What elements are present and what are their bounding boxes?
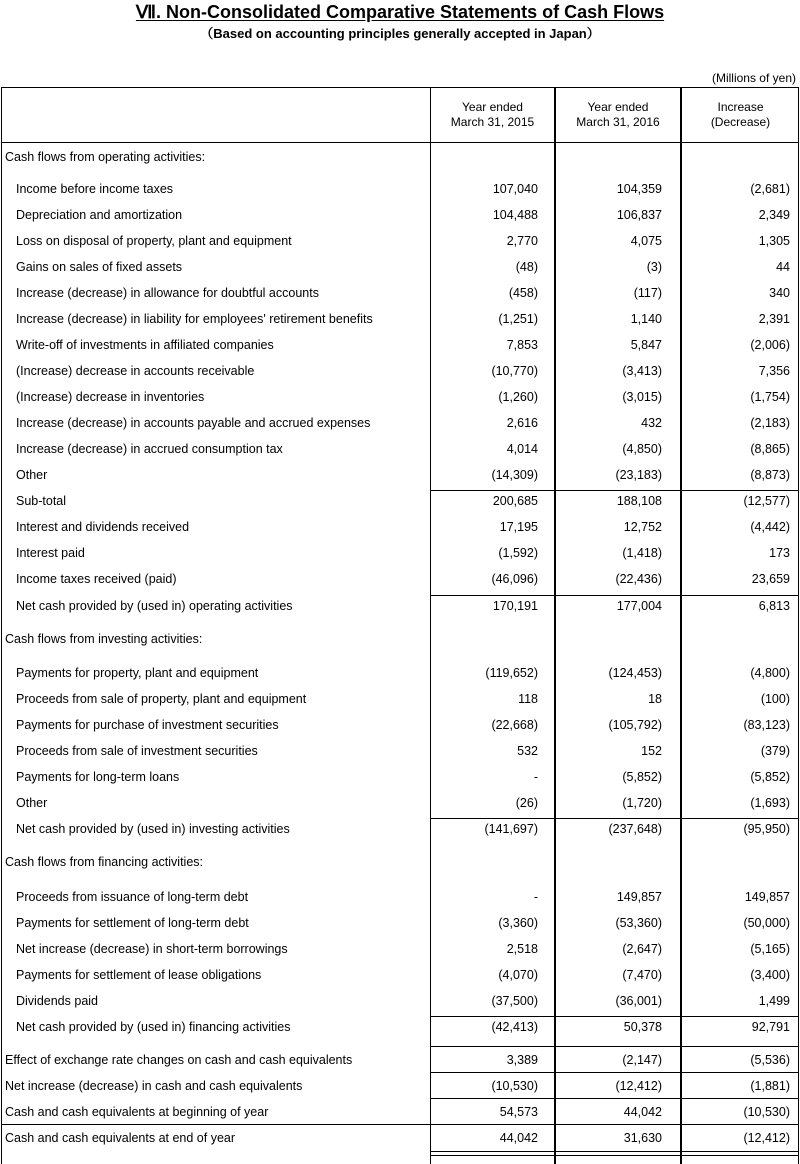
value-change: (12,412) xyxy=(743,1131,790,1145)
table-row xyxy=(0,466,800,484)
value-change: (1,693) xyxy=(750,796,790,810)
table-row xyxy=(0,794,800,812)
table-row xyxy=(0,992,800,1010)
value-change: 149,857 xyxy=(744,890,790,904)
table-row xyxy=(0,258,800,276)
row-label: Proceeds from sale of investment securities xyxy=(16,744,258,758)
value-2016: 106,837 xyxy=(616,208,662,222)
value-change: (3,400) xyxy=(750,968,790,982)
value-2015: (10,770) xyxy=(491,364,538,378)
table-row xyxy=(0,940,800,958)
table-row xyxy=(0,1129,800,1147)
value-change: (5,852) xyxy=(750,770,790,784)
column-header-change xyxy=(682,100,799,130)
row-label: Other xyxy=(16,468,48,482)
value-change: 44 xyxy=(776,260,790,274)
column-header-line: Year ended xyxy=(587,100,649,114)
value-change: (2,006) xyxy=(750,338,790,352)
table-row xyxy=(0,544,800,562)
row-label: Proceeds from sale of property, plant and equipment xyxy=(16,692,307,706)
value-2015: (48) xyxy=(515,260,538,274)
value-change: 23,659 xyxy=(751,572,790,586)
table-row xyxy=(0,690,800,708)
value-2016: 44,042 xyxy=(623,1105,662,1119)
value-2016: (22,436) xyxy=(615,572,662,586)
row-label: Proceeds from issuance of long-term debt xyxy=(16,890,249,904)
table-row xyxy=(0,284,800,302)
value-2016: (1,418) xyxy=(622,546,662,560)
subtotal-rule xyxy=(431,595,799,596)
value-2016: 432 xyxy=(641,416,662,430)
value-2015: (1,251) xyxy=(498,312,538,326)
subtotal-rule xyxy=(431,490,799,491)
row-label: Income taxes received (paid) xyxy=(16,572,177,586)
value-2016: (12,412) xyxy=(615,1079,662,1093)
table-row xyxy=(0,768,800,786)
page-subtitle: （Based on accounting principles generally accepted in Japan） xyxy=(200,26,600,41)
row-label: Interest paid xyxy=(16,546,85,560)
value-2016: 5,847 xyxy=(630,338,662,352)
value-2016: (36,001) xyxy=(615,994,662,1008)
double-underline xyxy=(431,1151,799,1156)
row-label: Increase (decrease) in accrued consumption tax xyxy=(16,442,283,456)
page-title xyxy=(0,0,800,24)
value-change: (50,000) xyxy=(743,916,790,930)
value-2015: (458) xyxy=(508,286,538,300)
value-2015: 54,573 xyxy=(499,1105,538,1119)
row-label: Depreciation and amortization xyxy=(16,208,183,222)
table-row xyxy=(0,1077,800,1095)
value-2015: (1,260) xyxy=(498,390,538,404)
value-2015: 532 xyxy=(517,744,538,758)
table-row xyxy=(0,742,800,760)
value-2016: (105,792) xyxy=(608,718,662,732)
value-2016: (124,453) xyxy=(608,666,662,680)
value-2016: 4,075 xyxy=(630,234,662,248)
value-change: 92,791 xyxy=(751,1020,790,1034)
value-2015: (26) xyxy=(515,796,538,810)
value-change: 2,349 xyxy=(758,208,790,222)
header-divider xyxy=(1,142,799,143)
value-change: 1,499 xyxy=(758,994,790,1008)
table-row xyxy=(0,388,800,406)
row-label: Other xyxy=(16,796,48,810)
row-label: Loss on disposal of property, plant and equipment xyxy=(16,234,292,248)
value-2016: 31,630 xyxy=(623,1131,662,1145)
row-label: Net cash provided by (used in) investing activities xyxy=(16,822,290,836)
value-2016: (7,470) xyxy=(622,968,662,982)
row-label: Increase (decrease) in allowance for doubtful accounts xyxy=(16,286,319,300)
value-2016: (53,360) xyxy=(615,916,662,930)
row-label: Increase (decrease) in liability for employees' retirement benefits xyxy=(16,312,373,326)
value-2016: 1,140 xyxy=(630,312,662,326)
value-2016: (3) xyxy=(646,260,662,274)
value-2015: 3,389 xyxy=(506,1053,538,1067)
value-2015: 2,770 xyxy=(506,234,538,248)
row-label: Net cash provided by (used in) operating activities xyxy=(16,599,293,613)
subtotal-rule xyxy=(431,1016,799,1017)
table-row xyxy=(0,570,800,588)
value-2016: (2,647) xyxy=(622,942,662,956)
column-header-line: Year ended xyxy=(462,100,523,114)
row-label: Dividends paid xyxy=(16,994,98,1008)
value-2016: 188,108 xyxy=(616,494,662,508)
value-2015: 170,191 xyxy=(492,599,538,613)
units-label: (Millions of yen) xyxy=(711,71,796,85)
row-label: Cash flows from financing activities: xyxy=(5,855,203,869)
value-change: 2,391 xyxy=(758,312,790,326)
value-2015: 200,685 xyxy=(492,494,538,508)
value-2015: 107,040 xyxy=(492,182,538,196)
value-change: (2,183) xyxy=(750,416,790,430)
value-change: 7,356 xyxy=(758,364,790,378)
table-row xyxy=(0,1018,800,1036)
value-2016: 152 xyxy=(641,744,662,758)
value-2015: - xyxy=(533,890,538,904)
row-label: Net cash provided by (used in) financing activities xyxy=(16,1020,291,1034)
value-2016: (5,852) xyxy=(622,770,662,784)
summary-rule xyxy=(431,1046,799,1047)
table-row xyxy=(0,716,800,734)
value-2015: (42,413) xyxy=(491,1020,538,1034)
value-change: (4,442) xyxy=(750,520,790,534)
value-2016: 18 xyxy=(648,692,662,706)
value-2016: (2,147) xyxy=(622,1053,662,1067)
value-2015: (46,096) xyxy=(491,572,538,586)
value-change: 1,305 xyxy=(758,234,790,248)
value-2015: (141,697) xyxy=(484,822,538,836)
row-label: Increase (decrease) in accounts payable and accrued expenses xyxy=(16,416,371,430)
table-row xyxy=(0,440,800,458)
value-change: (95,950) xyxy=(743,822,790,836)
value-2016: (1,720) xyxy=(622,796,662,810)
value-2015: (3,360) xyxy=(498,916,538,930)
value-2015: 4,014 xyxy=(506,442,538,456)
column-header-2016 xyxy=(556,100,680,130)
value-2015: 17,195 xyxy=(499,520,538,534)
section-header-row xyxy=(0,853,800,871)
value-change: (10,530) xyxy=(743,1105,790,1119)
table-row xyxy=(0,820,800,838)
value-2016: 149,857 xyxy=(616,890,662,904)
value-2015: (4,070) xyxy=(498,968,538,982)
table-row xyxy=(0,492,800,510)
row-label: (Increase) decrease in inventories xyxy=(16,390,205,404)
value-change: (1,754) xyxy=(750,390,790,404)
value-change: (5,165) xyxy=(750,942,790,956)
row-label: Payments for long-term loans xyxy=(16,770,180,784)
table-row xyxy=(0,414,800,432)
value-2016: (23,183) xyxy=(615,468,662,482)
value-change: (5,536) xyxy=(750,1053,790,1067)
row-label: Write-off of investments in affiliated companies xyxy=(16,338,274,352)
row-label: Effect of exchange rate changes on cash and cash equivalents xyxy=(5,1053,353,1067)
value-change: 6,813 xyxy=(758,599,790,613)
column-header-line: March 31, 2015 xyxy=(450,115,535,129)
value-2016: (237,648) xyxy=(608,822,662,836)
row-label: Cash and cash equivalents at beginning of year xyxy=(5,1105,269,1119)
value-2015: (1,592) xyxy=(498,546,538,560)
table-row xyxy=(0,518,800,536)
row-label: (Increase) decrease in accounts receivable xyxy=(16,364,255,378)
row-label: Payments for settlement of lease obligations xyxy=(16,968,262,982)
subtotal-rule xyxy=(431,818,799,819)
value-2015: 104,488 xyxy=(492,208,538,222)
value-2015: (10,530) xyxy=(491,1079,538,1093)
value-2016: (3,015) xyxy=(622,390,662,404)
column-header-line: Increase xyxy=(717,100,764,114)
value-2015: (14,309) xyxy=(491,468,538,482)
value-2015: (37,500) xyxy=(491,994,538,1008)
value-change: (1,881) xyxy=(750,1079,790,1093)
value-2016: (3,413) xyxy=(622,364,662,378)
table-row xyxy=(0,1051,800,1069)
table-row xyxy=(0,362,800,380)
value-change: (8,873) xyxy=(750,468,790,482)
value-2015: - xyxy=(533,770,538,784)
summary-rule xyxy=(431,1072,799,1073)
table-row xyxy=(0,966,800,984)
value-2016: 50,378 xyxy=(623,1020,662,1034)
table-row xyxy=(0,1103,800,1121)
value-2015: 2,616 xyxy=(506,416,538,430)
row-label: Income before income taxes xyxy=(16,182,174,196)
table-row xyxy=(0,206,800,224)
row-label: Net increase (decrease) in cash and cash equivalents xyxy=(5,1079,303,1093)
value-2016: (117) xyxy=(633,286,662,300)
row-label: Cash and cash equivalents at end of year xyxy=(5,1131,236,1145)
row-label: Payments for settlement of long-term debt xyxy=(16,916,249,930)
value-2015: (119,652) xyxy=(485,666,538,680)
table-row xyxy=(0,664,800,682)
value-2016: (4,850) xyxy=(622,442,662,456)
value-change: (2,681) xyxy=(750,182,790,196)
value-change: (8,865) xyxy=(750,442,790,456)
row-label: Cash flows from investing activities: xyxy=(5,632,203,646)
section-header-row xyxy=(0,630,800,648)
table-row xyxy=(0,336,800,354)
value-change: (100) xyxy=(760,692,790,706)
column-header-line: (Decrease) xyxy=(710,115,771,129)
value-2015: (22,668) xyxy=(491,718,538,732)
column-header-2015 xyxy=(431,100,554,130)
value-2015: 118 xyxy=(518,692,538,706)
value-change: (379) xyxy=(760,744,790,758)
value-change: 340 xyxy=(769,286,790,300)
row-label: Payments for purchase of investment securities xyxy=(16,718,279,732)
table-row xyxy=(0,180,800,198)
table-row xyxy=(0,914,800,932)
row-label: Cash flows from operating activities: xyxy=(5,150,206,164)
table-row xyxy=(0,597,800,615)
value-change: (12,577) xyxy=(743,494,790,508)
row-label: Net increase (decrease) in short-term borrowings xyxy=(16,942,288,956)
row-label: Interest and dividends received xyxy=(16,520,190,534)
value-2016: 12,752 xyxy=(623,520,662,534)
final-row-rule xyxy=(1,1124,799,1125)
value-2015: 2,518 xyxy=(506,942,538,956)
title-text: Ⅶ. Non-Consolidated Comparative Statements of Cash Flows xyxy=(135,2,665,22)
row-label: Sub-total xyxy=(16,494,67,508)
section-header-row xyxy=(0,148,800,166)
value-change: (83,123) xyxy=(743,718,790,732)
table-row xyxy=(0,232,800,250)
value-change: (4,800) xyxy=(750,666,790,680)
value-2016: 177,004 xyxy=(616,599,662,613)
row-label: Payments for property, plant and equipment xyxy=(16,666,259,680)
value-change: 173 xyxy=(769,546,790,560)
table-row xyxy=(0,888,800,906)
row-label: Gains on sales of fixed assets xyxy=(16,260,183,274)
table-row xyxy=(0,310,800,328)
summary-rule xyxy=(431,1098,799,1099)
value-2016: 104,359 xyxy=(616,182,662,196)
column-header-line: March 31, 2016 xyxy=(576,115,660,129)
value-2015: 7,853 xyxy=(506,338,538,352)
value-2015: 44,042 xyxy=(499,1131,538,1145)
